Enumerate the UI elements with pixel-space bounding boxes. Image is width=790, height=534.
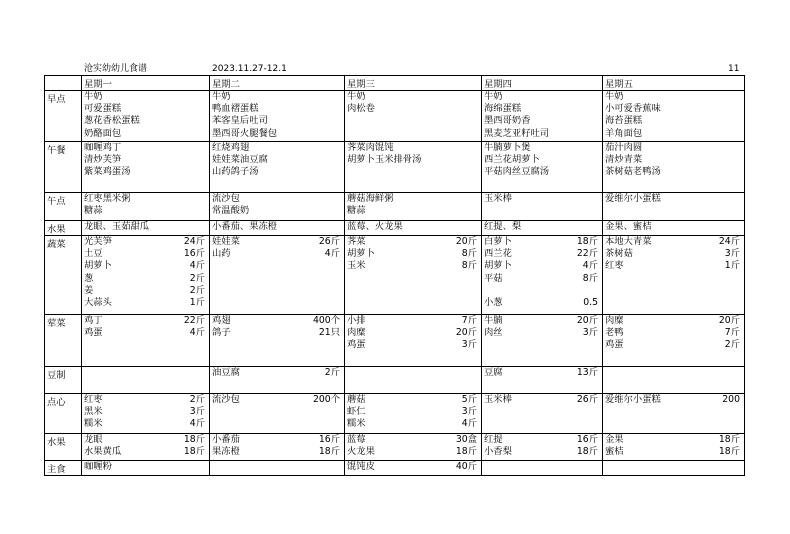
ingredient-item	[347, 446, 479, 458]
menu-cell	[482, 315, 603, 367]
ingredient-name: 黑米	[84, 406, 103, 418]
ingredient-name: 肉丝	[484, 327, 503, 339]
dish-name: 玉米棒	[484, 193, 512, 204]
menu-cell	[82, 315, 210, 367]
ingredient-item	[347, 418, 479, 430]
ingredient-item	[605, 394, 742, 406]
menu-cell	[210, 91, 345, 142]
menu-cell	[345, 142, 482, 193]
ingredient-quantity: 4斤	[189, 260, 205, 272]
ingredient-item	[84, 285, 207, 297]
ingredient-item	[84, 260, 207, 272]
dish-name: 牛奶	[484, 91, 503, 102]
dish-name: 山药鸽子汤	[212, 166, 259, 178]
ingredient-quantity: 4斤	[189, 327, 205, 339]
ingredient-item	[212, 315, 342, 327]
ingredient-quantity: 2斤	[724, 339, 740, 351]
fruit-items-row	[45, 434, 745, 461]
ingredient-quantity: 22斤	[576, 248, 598, 260]
menu-title: 沧实幼幼儿食谱	[84, 64, 148, 74]
dish-name: 清炒芙笋	[84, 154, 122, 166]
corner-cell	[45, 76, 82, 91]
dish-name: 墨西哥火腿餐包	[212, 127, 278, 139]
menu-cell	[603, 461, 745, 476]
menu-cell	[345, 315, 482, 367]
ingredient-quantity: 18斤	[183, 446, 205, 458]
ingredient-quantity: 3斤	[189, 406, 205, 418]
ingredient-name: 火龙果	[347, 446, 375, 458]
ingredient-quantity: 3斤	[461, 339, 477, 351]
lunch-row	[45, 142, 745, 193]
menu-cell	[345, 461, 482, 476]
dish-name: 流沙包	[212, 193, 240, 204]
ingredient-quantity: 30盒	[455, 434, 477, 445]
dish-name: 蓝莓、火龙果	[347, 221, 403, 232]
menu-cell	[345, 236, 482, 315]
menu-cell	[82, 461, 210, 476]
ingredient-name: 小排	[347, 315, 366, 326]
menu-cell	[482, 461, 603, 476]
dish-name: 葱花香松蛋糕	[84, 115, 140, 127]
dish-name: 海绵蛋糕	[484, 103, 522, 115]
menu-cell	[345, 91, 482, 142]
menu-cell	[210, 236, 345, 315]
ingredient-name: 老鸭	[605, 327, 624, 339]
snack-items-row	[45, 394, 745, 434]
menu-cell	[210, 367, 345, 394]
menu-cell	[482, 394, 603, 434]
ingredient-quantity: 18斤	[318, 446, 340, 458]
ingredient-item	[605, 434, 742, 446]
ingredient-name: 咖喱粉	[84, 461, 112, 472]
ingredient-name: 光芙笋	[84, 236, 112, 247]
ingredient-name: 本地大青菜	[605, 236, 652, 247]
ingredient-quantity: 0.5	[583, 296, 598, 308]
menu-cell	[210, 434, 345, 461]
ingredient-quantity: 8斤	[461, 248, 477, 260]
ingredient-item	[84, 297, 207, 309]
menu-cell	[482, 221, 603, 236]
ingredient-name: 娃娃菜	[212, 236, 240, 247]
day-header: 星期一	[82, 76, 210, 91]
row-label: 午点	[45, 193, 82, 221]
staple-row	[45, 461, 745, 476]
row-label: 点心	[45, 394, 82, 434]
ingredient-quantity	[598, 285, 600, 297]
ingredient-item	[347, 327, 479, 339]
ingredient-name: 虾仁	[347, 406, 366, 418]
dish-name: 牛奶	[84, 91, 103, 102]
menu-cell	[603, 434, 745, 461]
menu-cell	[482, 434, 603, 461]
dish-name: 龙眼、玉茹甜瓜	[84, 221, 150, 232]
dish-name: 肉松卷	[347, 103, 375, 115]
ingredient-quantity: 2斤	[189, 272, 205, 284]
ingredient-quantity: 13斤	[576, 367, 598, 378]
ingredient-item	[84, 461, 207, 473]
ingredient-item	[84, 315, 207, 327]
ingredient-quantity: 4斤	[324, 248, 340, 260]
ingredient-item	[605, 327, 742, 339]
ingredient-item	[484, 315, 600, 327]
dish-name: 黑麦芝亚籽吐司	[484, 127, 550, 139]
ingredient-item	[605, 339, 742, 351]
soy-row	[45, 367, 745, 394]
ingredient-name: 糯米	[84, 418, 103, 430]
ingredient-item	[347, 260, 479, 272]
ingredient-item	[212, 367, 342, 379]
dish-name: 糖蒜	[84, 205, 103, 217]
menu-cell	[603, 367, 745, 394]
ingredient-name: 大蒜头	[84, 296, 112, 308]
menu-cell	[82, 221, 210, 236]
ingredient-quantity: 22斤	[183, 315, 205, 326]
menu-cell	[345, 221, 482, 236]
dish-name: 墨西哥奶香	[484, 115, 531, 127]
menu-cell	[345, 394, 482, 434]
dish-name: 蘑菇海鲜粥	[347, 193, 394, 204]
ingredient-name: 馄饨皮	[347, 461, 375, 472]
ingredient-quantity: 3斤	[724, 248, 740, 260]
ingredient-item	[605, 446, 742, 458]
ingredient-item	[84, 273, 207, 285]
ingredient-quantity: 7斤	[724, 327, 740, 339]
ingredient-item	[605, 315, 742, 327]
dish-name: 牛奶	[347, 91, 366, 102]
dish-name: 海苔蛋糕	[605, 115, 643, 127]
ingredient-item	[84, 394, 207, 406]
ingredient-quantity: 40斤	[455, 461, 477, 472]
ingredient-name: 红提	[484, 434, 503, 445]
ingredient-quantity: 2斤	[189, 284, 205, 296]
ingredient-item	[347, 406, 479, 418]
ingredient-name: 水果黄瓜	[84, 446, 122, 458]
ingredient-quantity: 18斤	[718, 434, 740, 445]
ingredient-name: 龙眼	[84, 434, 103, 445]
ingredient-item	[484, 273, 600, 285]
ingredient-name: 金果	[605, 434, 624, 445]
ingredient-name: 油豆腐	[212, 367, 240, 378]
ingredient-name: 白萝卜	[484, 236, 512, 247]
ingredient-quantity: 7斤	[461, 315, 477, 326]
ingredient-quantity: 18斤	[576, 446, 598, 458]
ingredient-quantity: 18斤	[718, 446, 740, 458]
page-number: 11	[728, 64, 740, 74]
ingredient-name: 小香梨	[484, 446, 512, 458]
ingredient-name: 糯米	[347, 418, 366, 430]
ingredient-quantity: 3斤	[582, 327, 598, 339]
ingredient-name: 蜜桔	[605, 446, 624, 458]
menu-cell	[482, 367, 603, 394]
ingredient-name: 鸡蛋	[347, 339, 366, 351]
ingredient-item	[84, 446, 207, 458]
breakfast-row	[45, 91, 745, 142]
ingredient-quantity: 1斤	[189, 296, 205, 308]
ingredient-quantity: 3斤	[461, 406, 477, 418]
ingredient-item	[84, 434, 207, 446]
menu-cell	[210, 461, 345, 476]
ingredient-item	[484, 297, 600, 309]
ingredient-item	[484, 367, 600, 379]
menu-cell	[210, 315, 345, 367]
ingredient-item	[347, 461, 479, 473]
menu-cell	[482, 142, 603, 193]
day-header: 星期三	[345, 76, 482, 91]
row-label: 水果	[45, 221, 82, 236]
menu-cell	[210, 193, 345, 221]
dish-name: 苯客皇后吐司	[212, 115, 268, 127]
ingredient-quantity: 20斤	[576, 315, 598, 326]
menu-cell	[210, 221, 345, 236]
ingredient-name: 鸡蛋	[84, 327, 103, 339]
ingredient-item	[484, 327, 600, 339]
menu-cell	[482, 91, 603, 142]
dish-name: 胡萝卜玉米排骨汤	[347, 154, 422, 166]
ingredient-name: 爱维尔小蛋糕	[605, 394, 661, 405]
ingredient-item	[605, 260, 742, 272]
ingredient-item	[212, 327, 342, 339]
ingredient-quantity: 4斤	[582, 260, 598, 272]
menu-cell	[82, 434, 210, 461]
ingredient-quantity: 2斤	[324, 367, 340, 378]
ingredient-quantity: 5斤	[461, 394, 477, 405]
dish-name: 可爱蛋糕	[84, 103, 122, 115]
ingredient-item	[605, 236, 742, 248]
dish-name: 羊角面包	[605, 127, 643, 139]
row-label: 荤菜	[45, 315, 82, 367]
dish-name: 爱维尔小蛋糕	[605, 193, 661, 204]
menu-cell	[482, 236, 603, 315]
ingredient-quantity: 8斤	[461, 260, 477, 272]
ingredient-quantity: 1斤	[724, 260, 740, 272]
row-label: 早点	[45, 91, 82, 142]
day-header: 星期二	[210, 76, 345, 91]
ingredient-name: 小葱	[484, 296, 503, 308]
ingredient-name: 牛腩	[484, 315, 503, 326]
ingredient-quantity: 26斤	[318, 236, 340, 247]
dish-name: 茄汁肉圆	[605, 142, 643, 153]
ingredient-name: 平菇	[484, 272, 503, 284]
menu-cell	[482, 193, 603, 221]
menu-cell	[210, 142, 345, 193]
ingredient-item	[347, 315, 479, 327]
ingredient-item	[212, 434, 342, 446]
dish-name: 红提、梨	[484, 221, 522, 232]
ingredient-name: 荠菜	[347, 236, 366, 247]
menu-cell	[82, 367, 210, 394]
menu-cell	[603, 315, 745, 367]
dish-name: 紫菜鸡蛋汤	[84, 166, 131, 178]
dish-name: 常温酸奶	[212, 205, 250, 217]
ingredient-quantity: 16斤	[318, 434, 340, 445]
ingredient-name: 蓝莓	[347, 434, 366, 445]
snack-row	[45, 193, 745, 221]
dish-name: 奶酪面包	[84, 127, 122, 139]
ingredient-quantity: 18斤	[576, 236, 598, 247]
ingredient-name: 姜	[84, 284, 94, 296]
dish-name: 咖喱鸡丁	[84, 142, 122, 153]
ingredient-name: 红枣	[605, 260, 624, 272]
menu-table	[44, 75, 745, 476]
ingredient-item	[84, 327, 207, 339]
ingredient-quantity	[205, 461, 207, 473]
ingredient-item	[484, 446, 600, 458]
menu-cell	[345, 434, 482, 461]
ingredient-name: 土豆	[84, 248, 103, 260]
day-header-row	[45, 76, 745, 91]
dish-name: 红烧鸡翅	[212, 142, 250, 153]
dish-name: 小番茄、果冻橙	[212, 221, 278, 232]
ingredient-item	[484, 434, 600, 446]
ingredient-quantity: 21只	[318, 327, 340, 339]
ingredient-quantity: 4斤	[461, 418, 477, 430]
ingredient-name: 肉糜	[605, 315, 624, 326]
fruit-row	[45, 221, 745, 236]
ingredient-name: 山药	[212, 248, 231, 260]
ingredient-name: 小番茄	[212, 434, 240, 445]
ingredient-name: 胡萝卜	[347, 248, 375, 260]
ingredient-name: 豆腐	[484, 367, 503, 378]
ingredient-name: 玉米	[347, 260, 366, 272]
row-label: 午餐	[45, 142, 82, 193]
ingredient-item	[484, 260, 600, 272]
dish-name: 西兰花胡萝卜	[484, 154, 540, 166]
dish-name: 娃娃菜油豆腐	[212, 154, 268, 166]
ingredient-item	[212, 248, 342, 260]
row-label: 主食	[45, 461, 82, 476]
dish-name: 牛腩萝卜煲	[484, 142, 531, 153]
dish-name: 鸭血褶蛋糕	[212, 103, 259, 115]
ingredient-item	[347, 434, 479, 446]
dish-name: 荠菜肉馄饨	[347, 142, 394, 153]
ingredient-item	[484, 236, 600, 248]
dish-name: 清炒青菜	[605, 154, 643, 166]
vegetables-row	[45, 236, 745, 315]
ingredient-name: 胡萝卜	[484, 260, 512, 272]
ingredient-item	[347, 339, 479, 351]
ingredient-name: 玉米棒	[484, 394, 512, 405]
ingredient-quantity: 18斤	[183, 434, 205, 445]
ingredient-name: 蘑菇	[347, 394, 366, 405]
ingredient-item	[347, 394, 479, 406]
dish-name: 金果、蜜桔	[605, 221, 652, 232]
ingredient-name: 葱	[84, 272, 94, 284]
ingredient-item	[84, 418, 207, 430]
dish-name: 牛奶	[212, 91, 231, 102]
menu-cell	[82, 236, 210, 315]
ingredient-quantity: 24斤	[718, 236, 740, 247]
ingredient-quantity: 400个	[312, 315, 340, 326]
ingredient-quantity: 20斤	[455, 327, 477, 339]
menu-cell	[345, 367, 482, 394]
date-range: 2023.11.27-12.1	[212, 64, 287, 74]
ingredient-name: 鸡翅	[212, 315, 231, 326]
menu-cell	[603, 193, 745, 221]
menu-cell	[603, 221, 745, 236]
menu-cell	[345, 193, 482, 221]
dish-name: 红枣黑米粥	[84, 193, 131, 204]
ingredient-name: 流沙包	[212, 394, 240, 405]
ingredient-quantity: 200个	[312, 394, 340, 405]
ingredient-quantity: 4斤	[189, 418, 205, 430]
ingredient-item	[212, 236, 342, 248]
ingredient-name: 红枣	[84, 394, 103, 405]
ingredient-name: 果冻橙	[212, 446, 240, 458]
ingredient-item	[347, 248, 479, 260]
menu-cell	[82, 142, 210, 193]
ingredient-quantity: 2斤	[189, 394, 205, 405]
dish-name: 小可爱香蕉味	[605, 103, 661, 115]
dish-name: 平菇肉丝豆腐汤	[484, 166, 550, 178]
dish-name: 糖蒜	[347, 205, 366, 217]
ingredient-quantity: 26斤	[576, 394, 598, 405]
ingredient-name: 肉糜	[347, 327, 366, 339]
ingredient-item	[84, 236, 207, 248]
row-label: 蔬菜	[45, 236, 82, 315]
day-header: 星期四	[482, 76, 603, 91]
ingredient-quantity: 24斤	[183, 236, 205, 247]
ingredient-item	[605, 248, 742, 260]
ingredient-item	[484, 394, 600, 406]
ingredient-quantity: 16斤	[183, 248, 205, 260]
menu-cell	[82, 394, 210, 434]
ingredient-quantity: 8斤	[582, 272, 598, 284]
menu-cell	[82, 91, 210, 142]
ingredient-item	[84, 406, 207, 418]
ingredient-quantity: 20斤	[455, 236, 477, 247]
day-header: 星期五	[603, 76, 745, 91]
ingredient-item	[212, 446, 342, 458]
menu-cell	[603, 394, 745, 434]
row-label: 豆制	[45, 367, 82, 394]
ingredient-quantity: 200	[722, 394, 740, 405]
ingredient-item	[212, 394, 342, 406]
ingredient-name: 鸡蛋	[605, 339, 624, 351]
dish-name: 牛奶	[605, 91, 624, 102]
ingredient-name: 胡萝卜	[84, 260, 112, 272]
ingredient-name: 茶树菇	[605, 248, 633, 260]
menu-cell	[603, 236, 745, 315]
menu-cell	[82, 193, 210, 221]
menu-cell	[210, 394, 345, 434]
ingredient-name: 鸡丁	[84, 315, 103, 326]
menu-cell	[603, 142, 745, 193]
dish-name: 茶树菇老鸭汤	[605, 166, 661, 178]
ingredient-name: 鸽子	[212, 327, 231, 339]
ingredient-item	[484, 248, 600, 260]
ingredient-item	[347, 236, 479, 248]
ingredient-quantity: 20斤	[718, 315, 740, 326]
ingredient-quantity: 18斤	[455, 446, 477, 458]
ingredient-item	[84, 248, 207, 260]
ingredient-item	[484, 285, 600, 297]
ingredient-name: 西兰花	[484, 248, 512, 260]
menu-cell	[603, 91, 745, 142]
meat-row	[45, 315, 745, 367]
ingredient-quantity: 16斤	[576, 434, 598, 445]
row-label: 水果	[45, 434, 82, 461]
